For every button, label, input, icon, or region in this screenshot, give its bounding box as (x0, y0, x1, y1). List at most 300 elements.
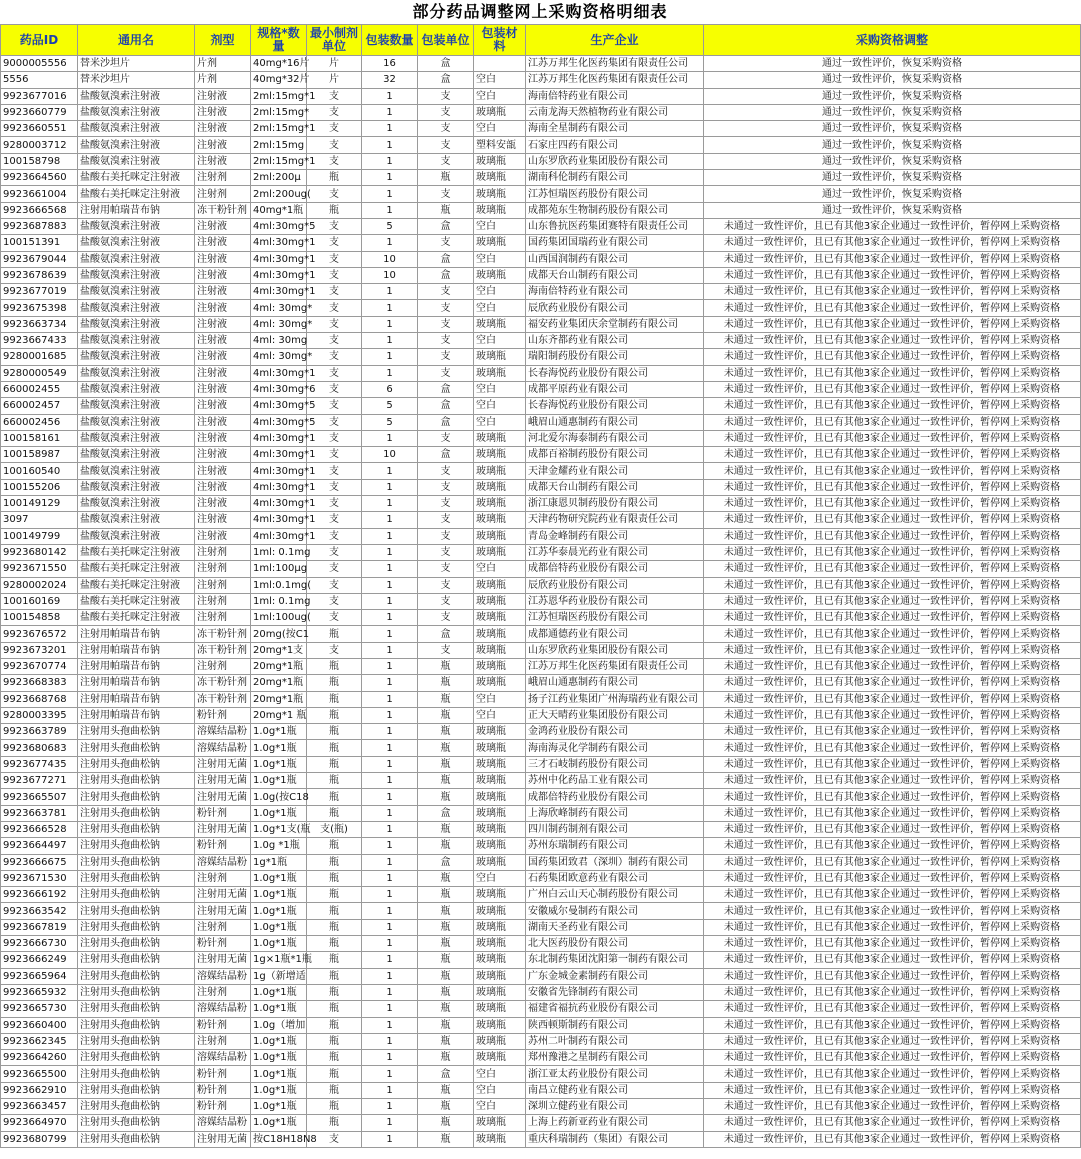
cell-spec: 1.0g*1瓶 (251, 984, 307, 1000)
cell-generic-name: 注射用帕瑞昔布钠 (78, 202, 195, 218)
table-row (1, 251, 1081, 267)
cell-generic-name: 盐酸氨溴索注射液 (78, 235, 195, 251)
cell-pack-unit: 瓶 (418, 838, 474, 854)
cell-drug-id: 9923673201 (1, 642, 78, 658)
cell-qualification: 未通过一致性评价，且已有其他3家企业通过一致性评价，暂停网上采购资格 (704, 251, 1081, 267)
table-row (1, 577, 1081, 593)
cell-qualification: 未通过一致性评价，且已有其他3家企业通过一致性评价，暂停网上采购资格 (704, 936, 1081, 952)
cell-pack-material: 玻璃瓶 (474, 202, 526, 218)
cell-pack-qty: 1 (362, 512, 418, 528)
cell-dosage-form: 片剂 (195, 72, 251, 88)
cell-dosage-form: 粉针剂 (195, 1066, 251, 1082)
cell-pack-unit: 支 (418, 642, 474, 658)
table-row (1, 610, 1081, 626)
cell-spec: 40mg*1瓶 (251, 202, 307, 218)
cell-min-unit: 瓶 (307, 1099, 362, 1115)
cell-spec: 4ml:30mg*1 (251, 251, 307, 267)
cell-spec: 1g×1瓶*1瓶 (251, 952, 307, 968)
cell-pack-material: 空白 (474, 1082, 526, 1098)
cell-manufacturer: 江苏恩华药业股份有限公司 (526, 593, 704, 609)
cell-generic-name: 盐酸氨溴索注射液 (78, 251, 195, 267)
cell-qualification: 通过一致性评价，恢复采购资格 (704, 153, 1081, 169)
cell-dosage-form: 溶媒结晶粉 (195, 724, 251, 740)
table-row (1, 1131, 1081, 1147)
cell-qualification: 未通过一致性评价，且已有其他3家企业通过一致性评价，暂停网上采购资格 (704, 675, 1081, 691)
cell-pack-qty: 1 (362, 805, 418, 821)
cell-pack-material: 玻璃瓶 (474, 936, 526, 952)
cell-pack-unit: 盒 (418, 251, 474, 267)
cell-generic-name: 盐酸右美托咪定注射液 (78, 544, 195, 560)
cell-pack-qty: 1 (362, 1017, 418, 1033)
cell-manufacturer: 广州白云山天心制药股份有限公司 (526, 887, 704, 903)
cell-generic-name: 盐酸氨溴索注射液 (78, 463, 195, 479)
cell-min-unit: 瓶 (307, 707, 362, 723)
cell-pack-unit: 瓶 (418, 1082, 474, 1098)
cell-generic-name: 注射用头孢曲松钠 (78, 1115, 195, 1131)
cell-generic-name: 盐酸氨溴索注射液 (78, 512, 195, 528)
cell-drug-id: 9923663457 (1, 1099, 78, 1115)
cell-spec: 2ml:200μ (251, 170, 307, 186)
cell-min-unit: 支 (307, 365, 362, 381)
cell-pack-material: 空白 (474, 398, 526, 414)
cell-min-unit: 支 (307, 414, 362, 430)
header-qualification: 采购资格调整 (704, 25, 1081, 56)
cell-manufacturer: 安徽省先锋制药有限公司 (526, 984, 704, 1000)
table-row (1, 300, 1081, 316)
cell-pack-unit: 瓶 (418, 1099, 474, 1115)
cell-dosage-form: 注射液 (195, 121, 251, 137)
cell-pack-material: 空白 (474, 88, 526, 104)
cell-qualification: 未通过一致性评价，且已有其他3家企业通过一致性评价，暂停网上采购资格 (704, 691, 1081, 707)
cell-qualification: 通过一致性评价，恢复采购资格 (704, 88, 1081, 104)
cell-min-unit: 支 (307, 349, 362, 365)
table-row (1, 121, 1081, 137)
cell-spec: 2ml:15mg* (251, 104, 307, 120)
header-pack-unit: 包装单位 (418, 25, 474, 56)
cell-pack-material: 玻璃瓶 (474, 1131, 526, 1147)
cell-generic-name: 注射用帕瑞昔布钠 (78, 626, 195, 642)
cell-generic-name: 盐酸氨溴索注射液 (78, 333, 195, 349)
cell-drug-id: 9923666568 (1, 202, 78, 218)
cell-spec: 1.0g*1瓶 (251, 1050, 307, 1066)
cell-min-unit: 瓶 (307, 887, 362, 903)
cell-generic-name: 注射用头孢曲松钠 (78, 870, 195, 886)
cell-manufacturer: 山东齐都药业有限公司 (526, 333, 704, 349)
cell-manufacturer: 湖南天圣药业有限公司 (526, 919, 704, 935)
header-row (1, 25, 1081, 56)
cell-spec: 1.0g*1瓶 (251, 936, 307, 952)
cell-min-unit: 瓶 (307, 756, 362, 772)
cell-drug-id: 9923677019 (1, 284, 78, 300)
cell-pack-qty: 1 (362, 593, 418, 609)
cell-pack-qty: 1 (362, 463, 418, 479)
cell-min-unit: 瓶 (307, 984, 362, 1000)
cell-dosage-form: 溶媒结晶粉 (195, 1115, 251, 1131)
cell-drug-id: 9923662910 (1, 1082, 78, 1098)
cell-drug-id: 9923665500 (1, 1066, 78, 1082)
cell-pack-material: 空白 (474, 333, 526, 349)
cell-drug-id: 9923687883 (1, 218, 78, 234)
cell-drug-id: 9923664970 (1, 1115, 78, 1131)
cell-spec: 4ml:30mg*5 (251, 218, 307, 234)
cell-generic-name: 盐酸氨溴索注射液 (78, 365, 195, 381)
cell-generic-name: 盐酸氨溴索注射液 (78, 528, 195, 544)
cell-manufacturer: 郑州豫港之星制药有限公司 (526, 1050, 704, 1066)
cell-pack-unit: 瓶 (418, 740, 474, 756)
cell-pack-unit: 盒 (418, 398, 474, 414)
cell-dosage-form: 注射液 (195, 235, 251, 251)
table-row (1, 267, 1081, 283)
cell-generic-name: 注射用头孢曲松钠 (78, 1082, 195, 1098)
cell-manufacturer: 南昌立健药业有限公司 (526, 1082, 704, 1098)
cell-pack-material: 空白 (474, 300, 526, 316)
cell-manufacturer: 峨眉山通惠制药有限公司 (526, 675, 704, 691)
cell-generic-name: 盐酸氨溴索注射液 (78, 104, 195, 120)
cell-pack-material: 玻璃瓶 (474, 919, 526, 935)
cell-pack-material: 玻璃瓶 (474, 104, 526, 120)
cell-pack-material: 空白 (474, 381, 526, 397)
cell-pack-unit: 瓶 (418, 1001, 474, 1017)
cell-pack-material: 空白 (474, 72, 526, 88)
cell-drug-id: 9923677435 (1, 756, 78, 772)
cell-manufacturer: 成都倍特药业股份有限公司 (526, 561, 704, 577)
cell-generic-name: 注射用帕瑞昔布钠 (78, 691, 195, 707)
cell-min-unit: 瓶 (307, 1115, 362, 1131)
cell-pack-unit: 支 (418, 528, 474, 544)
cell-qualification: 未通过一致性评价，且已有其他3家企业通过一致性评价，暂停网上采购资格 (704, 642, 1081, 658)
cell-pack-material: 玻璃瓶 (474, 186, 526, 202)
cell-spec: 20mg*1 瓶 (251, 707, 307, 723)
cell-pack-unit: 瓶 (418, 724, 474, 740)
cell-qualification: 未通过一致性评价，且已有其他3家企业通过一致性评价，暂停网上采购资格 (704, 267, 1081, 283)
cell-qualification: 通过一致性评价，恢复采购资格 (704, 121, 1081, 137)
cell-drug-id: 9923660779 (1, 104, 78, 120)
cell-pack-unit: 支 (418, 544, 474, 560)
cell-min-unit: 瓶 (307, 854, 362, 870)
cell-min-unit: 瓶 (307, 626, 362, 642)
cell-generic-name: 注射用头孢曲松钠 (78, 952, 195, 968)
cell-spec: 1.0g*1瓶 (251, 1115, 307, 1131)
cell-pack-qty: 1 (362, 104, 418, 120)
cell-pack-material: 玻璃瓶 (474, 805, 526, 821)
cell-generic-name: 盐酸氨溴索注射液 (78, 267, 195, 283)
cell-drug-id: 100158161 (1, 430, 78, 446)
cell-spec: 1.0g*1瓶 (251, 773, 307, 789)
cell-drug-id: 9923665730 (1, 1001, 78, 1017)
cell-min-unit: 瓶 (307, 952, 362, 968)
cell-dosage-form: 注射液 (195, 218, 251, 234)
header-drug-id: 药品ID (1, 25, 78, 56)
cell-pack-material: 玻璃瓶 (474, 756, 526, 772)
table-row (1, 496, 1081, 512)
cell-pack-qty: 1 (362, 1033, 418, 1049)
cell-pack-unit: 盒 (418, 72, 474, 88)
cell-pack-qty: 1 (362, 121, 418, 137)
cell-qualification: 通过一致性评价，恢复采购资格 (704, 56, 1081, 72)
cell-manufacturer: 青岛金峰制药有限公司 (526, 528, 704, 544)
cell-min-unit: 支 (307, 137, 362, 153)
table-row (1, 756, 1081, 772)
cell-manufacturer: 成都天台山制药有限公司 (526, 267, 704, 283)
cell-pack-qty: 1 (362, 430, 418, 446)
cell-dosage-form: 注射液 (195, 365, 251, 381)
cell-manufacturer: 正大天晴药业集团股份有限公司 (526, 707, 704, 723)
cell-min-unit: 支 (307, 577, 362, 593)
cell-spec: 1.0g*1瓶 (251, 903, 307, 919)
cell-min-unit: 支 (307, 333, 362, 349)
cell-qualification: 未通过一致性评价，且已有其他3家企业通过一致性评价，暂停网上采购资格 (704, 349, 1081, 365)
cell-drug-id: 9923665964 (1, 968, 78, 984)
cell-pack-qty: 1 (362, 691, 418, 707)
cell-pack-unit: 瓶 (418, 202, 474, 218)
cell-manufacturer: 四川制药制剂有限公司 (526, 821, 704, 837)
cell-pack-unit: 盒 (418, 56, 474, 72)
cell-generic-name: 盐酸右美托咪定注射液 (78, 170, 195, 186)
cell-qualification: 未通过一致性评价，且已有其他3家企业通过一致性评价，暂停网上采购资格 (704, 365, 1081, 381)
cell-generic-name: 替米沙坦片 (78, 56, 195, 72)
cell-drug-id: 9923666192 (1, 887, 78, 903)
cell-pack-unit: 支 (418, 512, 474, 528)
cell-pack-material: 玻璃瓶 (474, 821, 526, 837)
cell-pack-qty: 1 (362, 202, 418, 218)
cell-pack-unit: 支 (418, 104, 474, 120)
table-row (1, 284, 1081, 300)
cell-manufacturer: 成都天台山制药有限公司 (526, 479, 704, 495)
cell-dosage-form: 注射剂 (195, 544, 251, 560)
cell-min-unit: 支 (307, 300, 362, 316)
cell-spec: 4ml:30mg*1 (251, 463, 307, 479)
cell-dosage-form: 注射液 (195, 447, 251, 463)
cell-manufacturer: 海南全星制药有限公司 (526, 121, 704, 137)
table-row (1, 137, 1081, 153)
cell-drug-id: 9923670774 (1, 658, 78, 674)
cell-spec: 4ml:30mg*1 (251, 479, 307, 495)
cell-min-unit: 瓶 (307, 740, 362, 756)
cell-generic-name: 盐酸氨溴索注射液 (78, 153, 195, 169)
cell-qualification: 通过一致性评价，恢复采购资格 (704, 202, 1081, 218)
cell-pack-material: 玻璃瓶 (474, 496, 526, 512)
cell-pack-material: 玻璃瓶 (474, 1033, 526, 1049)
cell-manufacturer: 深圳立健药业有限公司 (526, 1099, 704, 1115)
cell-pack-qty: 1 (362, 365, 418, 381)
cell-pack-qty: 1 (362, 1099, 418, 1115)
cell-dosage-form: 注射剂 (195, 870, 251, 886)
cell-min-unit: 支 (307, 381, 362, 397)
cell-pack-qty: 1 (362, 887, 418, 903)
cell-pack-qty: 1 (362, 1066, 418, 1082)
table-row (1, 1082, 1081, 1098)
cell-pack-qty: 1 (362, 1050, 418, 1066)
cell-qualification: 未通过一致性评价，且已有其他3家企业通过一致性评价，暂停网上采购资格 (704, 626, 1081, 642)
cell-pack-qty: 1 (362, 936, 418, 952)
cell-spec: 4ml:30mg*1 (251, 430, 307, 446)
cell-min-unit: 支 (307, 528, 362, 544)
cell-generic-name: 盐酸氨溴索注射液 (78, 300, 195, 316)
cell-generic-name: 注射用头孢曲松钠 (78, 1001, 195, 1017)
cell-manufacturer: 石药集团欧意药业有限公司 (526, 870, 704, 886)
cell-spec: 4ml:30mg*1 (251, 512, 307, 528)
cell-pack-material: 空白 (474, 251, 526, 267)
cell-pack-qty: 1 (362, 496, 418, 512)
cell-pack-unit: 瓶 (418, 887, 474, 903)
cell-manufacturer: 山东罗欣药业集团股份有限公司 (526, 153, 704, 169)
table-row (1, 104, 1081, 120)
cell-pack-unit: 瓶 (418, 952, 474, 968)
header-manufacturer: 生产企业 (526, 25, 704, 56)
cell-pack-qty: 1 (362, 544, 418, 560)
cell-pack-material: 玻璃瓶 (474, 968, 526, 984)
cell-pack-unit: 支 (418, 153, 474, 169)
cell-dosage-form: 溶媒结晶粉 (195, 854, 251, 870)
cell-generic-name: 盐酸右美托咪定注射液 (78, 186, 195, 202)
cell-drug-id: 9923666249 (1, 952, 78, 968)
cell-generic-name: 注射用头孢曲松钠 (78, 903, 195, 919)
cell-pack-material: 玻璃瓶 (474, 903, 526, 919)
cell-spec: 1.0g *1瓶 (251, 838, 307, 854)
cell-min-unit: 支 (307, 251, 362, 267)
cell-drug-id: 9923662345 (1, 1033, 78, 1049)
table-row (1, 626, 1081, 642)
cell-qualification: 未通过一致性评价，且已有其他3家企业通过一致性评价，暂停网上采购资格 (704, 496, 1081, 512)
cell-manufacturer: 金鸿药业股份有限公司 (526, 724, 704, 740)
cell-pack-material: 玻璃瓶 (474, 528, 526, 544)
cell-drug-id: 660002455 (1, 381, 78, 397)
table-row (1, 984, 1081, 1000)
cell-dosage-form: 注射剂 (195, 1033, 251, 1049)
cell-pack-material: 玻璃瓶 (474, 658, 526, 674)
cell-qualification: 未通过一致性评价，且已有其他3家企业通过一致性评价，暂停网上采购资格 (704, 218, 1081, 234)
table-row (1, 512, 1081, 528)
cell-spec: 4ml:30mg*1 (251, 235, 307, 251)
cell-drug-id: 9923680799 (1, 1131, 78, 1147)
cell-pack-qty: 1 (362, 707, 418, 723)
cell-min-unit: 瓶 (307, 903, 362, 919)
cell-qualification: 未通过一致性评价，且已有其他3家企业通过一致性评价，暂停网上采购资格 (704, 773, 1081, 789)
cell-manufacturer: 东北制药集团沈阳第一制药有限公司 (526, 952, 704, 968)
cell-pack-unit: 瓶 (418, 1033, 474, 1049)
cell-pack-qty: 1 (362, 724, 418, 740)
cell-manufacturer: 上海欣峰制药有限公司 (526, 805, 704, 821)
table-row (1, 544, 1081, 560)
cell-manufacturer: 成都苑东生物制药股份有限公司 (526, 202, 704, 218)
cell-manufacturer: 海南海灵化学制药有限公司 (526, 740, 704, 756)
cell-min-unit: 支 (307, 316, 362, 332)
cell-dosage-form: 注射用无菌 (195, 1131, 251, 1147)
cell-drug-id: 100154858 (1, 610, 78, 626)
cell-manufacturer: 辰欣药业股份有限公司 (526, 300, 704, 316)
cell-drug-id: 9923668383 (1, 675, 78, 691)
cell-pack-unit: 瓶 (418, 691, 474, 707)
cell-manufacturer: 海南倍特药业有限公司 (526, 284, 704, 300)
cell-pack-material: 玻璃瓶 (474, 463, 526, 479)
cell-min-unit: 瓶 (307, 773, 362, 789)
cell-manufacturer: 浙江康恩贝制药股份有限公司 (526, 496, 704, 512)
cell-qualification: 未通过一致性评价，且已有其他3家企业通过一致性评价，暂停网上采购资格 (704, 870, 1081, 886)
cell-min-unit: 支 (307, 267, 362, 283)
cell-pack-unit: 支 (418, 121, 474, 137)
cell-drug-id: 9923660400 (1, 1017, 78, 1033)
cell-manufacturer: 江苏华泰晨光药业有限公司 (526, 544, 704, 560)
cell-qualification: 未通过一致性评价，且已有其他3家企业通过一致性评价，暂停网上采购资格 (704, 398, 1081, 414)
cell-dosage-form: 注射液 (195, 300, 251, 316)
cell-qualification: 未通过一致性评价，且已有其他3家企业通过一致性评价，暂停网上采购资格 (704, 707, 1081, 723)
cell-drug-id: 9923667433 (1, 333, 78, 349)
cell-min-unit: 瓶 (307, 805, 362, 821)
cell-pack-unit: 盒 (418, 381, 474, 397)
cell-dosage-form: 注射液 (195, 381, 251, 397)
cell-dosage-form: 注射剂 (195, 919, 251, 935)
cell-qualification: 未通过一致性评价，且已有其他3家企业通过一致性评价，暂停网上采购资格 (704, 658, 1081, 674)
cell-spec: 1.0g*1瓶 (251, 870, 307, 886)
cell-drug-id: 9923664560 (1, 170, 78, 186)
cell-qualification: 通过一致性评价，恢复采购资格 (704, 137, 1081, 153)
cell-dosage-form: 注射用无菌 (195, 952, 251, 968)
table-row (1, 170, 1081, 186)
cell-qualification: 未通过一致性评价，且已有其他3家企业通过一致性评价，暂停网上采购资格 (704, 544, 1081, 560)
cell-spec: 4ml:30mg*6 (251, 381, 307, 397)
cell-dosage-form: 注射剂 (195, 984, 251, 1000)
cell-manufacturer: 苏州东瑞制药有限公司 (526, 838, 704, 854)
table-row (1, 153, 1081, 169)
cell-spec: 20mg*1支 (251, 642, 307, 658)
cell-qualification: 通过一致性评价，恢复采购资格 (704, 170, 1081, 186)
cell-manufacturer: 江苏万邦生化医药集团有限责任公司 (526, 72, 704, 88)
cell-pack-qty: 5 (362, 398, 418, 414)
cell-pack-unit: 瓶 (418, 170, 474, 186)
cell-pack-material: 玻璃瓶 (474, 773, 526, 789)
cell-pack-material: 空白 (474, 121, 526, 137)
cell-generic-name: 注射用头孢曲松钠 (78, 1066, 195, 1082)
cell-dosage-form: 溶媒结晶粉 (195, 740, 251, 756)
cell-pack-unit: 支 (418, 430, 474, 446)
cell-drug-id: 9923680142 (1, 544, 78, 560)
cell-pack-material: 空白 (474, 284, 526, 300)
cell-drug-id: 9923666675 (1, 854, 78, 870)
cell-spec: 4ml:30mg*5 (251, 414, 307, 430)
cell-generic-name: 注射用头孢曲松钠 (78, 1131, 195, 1147)
cell-pack-material: 玻璃瓶 (474, 1017, 526, 1033)
cell-qualification: 未通过一致性评价，且已有其他3家企业通过一致性评价，暂停网上采购资格 (704, 479, 1081, 495)
cell-min-unit: 瓶 (307, 838, 362, 854)
cell-generic-name: 盐酸右美托咪定注射液 (78, 610, 195, 626)
cell-spec: 1.0g（增加 (251, 1017, 307, 1033)
cell-pack-unit: 瓶 (418, 1050, 474, 1066)
cell-pack-qty: 1 (362, 170, 418, 186)
cell-spec: 1.0g(按C18 (251, 789, 307, 805)
cell-spec: 2ml:200ug( (251, 186, 307, 202)
cell-dosage-form: 注射液 (195, 430, 251, 446)
cell-pack-unit: 瓶 (418, 1017, 474, 1033)
cell-pack-material: 塑料安瓿 (474, 137, 526, 153)
cell-generic-name: 盐酸氨溴索注射液 (78, 414, 195, 430)
cell-generic-name: 盐酸氨溴索注射液 (78, 479, 195, 495)
cell-drug-id: 9923663542 (1, 903, 78, 919)
cell-qualification: 未通过一致性评价，且已有其他3家企业通过一致性评价，暂停网上采购资格 (704, 756, 1081, 772)
cell-qualification: 未通过一致性评价，且已有其他3家企业通过一致性评价，暂停网上采购资格 (704, 1050, 1081, 1066)
cell-manufacturer: 成都百裕制药股份有限公司 (526, 447, 704, 463)
cell-drug-id: 9923667819 (1, 919, 78, 935)
cell-spec: 1g（新增适 (251, 968, 307, 984)
cell-pack-unit: 盒 (418, 447, 474, 463)
cell-dosage-form: 注射液 (195, 479, 251, 495)
cell-min-unit: 瓶 (307, 968, 362, 984)
cell-manufacturer: 国药集团致君（深圳）制药有限公司 (526, 854, 704, 870)
cell-drug-id: 9923677016 (1, 88, 78, 104)
cell-manufacturer: 河北爱尔海泰制药有限公司 (526, 430, 704, 446)
cell-manufacturer: 安徽威尔曼制药有限公司 (526, 903, 704, 919)
cell-pack-unit: 支 (418, 463, 474, 479)
cell-min-unit: 瓶 (307, 1017, 362, 1033)
